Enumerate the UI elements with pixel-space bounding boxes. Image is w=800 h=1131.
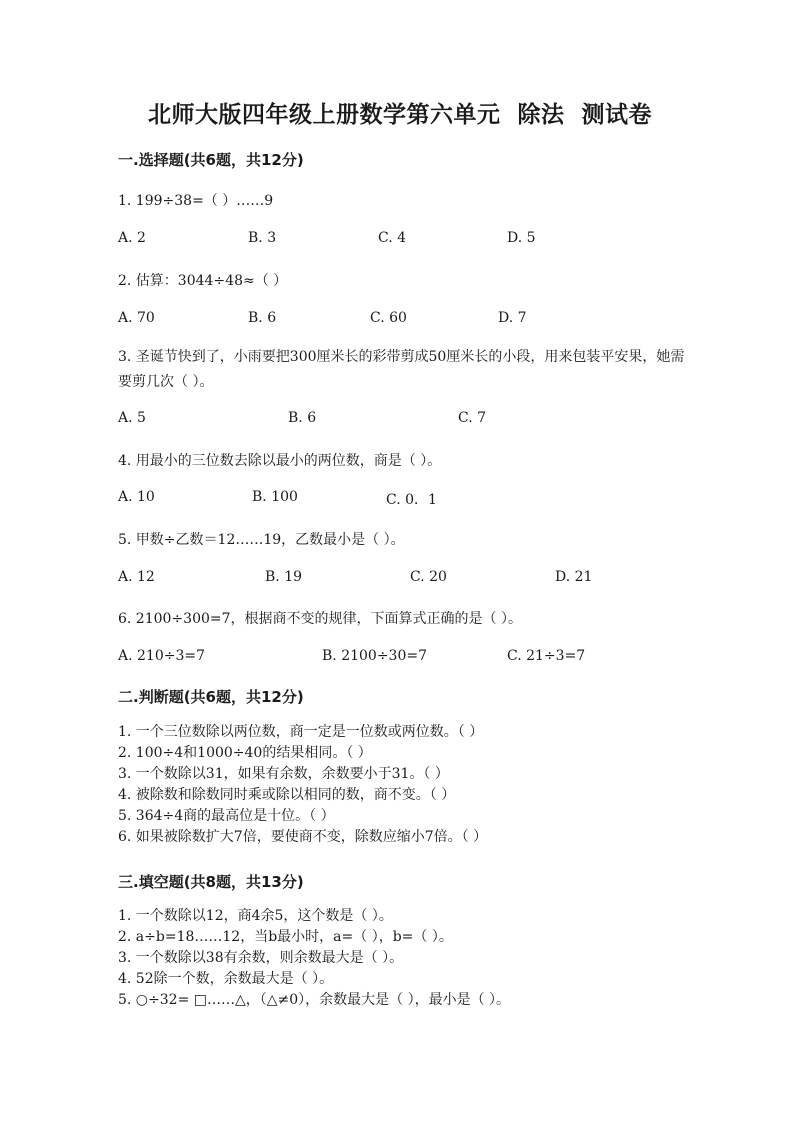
question-4: 4. 用最小的三位数去除以最小的两位数，商是（ ）。 — [118, 453, 442, 469]
list-item: 1. 一个数除以12，商4余5，这个数是（ ）。 — [118, 908, 393, 924]
option-a: A. 5 — [118, 410, 146, 426]
list-item: 6. 如果被除数扩大7倍，要使商不变，除数应缩小7倍。（ ） — [118, 829, 488, 845]
options-q5 — [118, 569, 698, 589]
list-item: 3. 一个数除以38有余数，则余数最大是（ ）。 — [118, 950, 404, 966]
option-a: A. 2 — [118, 230, 146, 246]
fill-blank-list — [118, 906, 510, 1011]
list-item: 5. ○÷32= □……△，（△≠0），余数最大是（ ），最小是（ ）。 — [118, 992, 511, 1008]
question-1: 1. 199÷38=（ ）……9 — [118, 193, 274, 209]
option-c: C. 60 — [370, 310, 407, 326]
option-c: C. 20 — [410, 569, 447, 585]
section-heading-fill-blank: 三.填空题(共8题，共13分) — [118, 873, 304, 891]
option-a: A. 12 — [118, 569, 155, 585]
options-q3 — [118, 410, 698, 430]
list-item: 2. a÷b=18……12，当b最小时，a=（ ），b=（ ）。 — [118, 929, 453, 945]
option-d: D. 5 — [507, 230, 536, 246]
option-c: C. 0．1 — [386, 492, 437, 508]
options-q6 — [118, 648, 698, 668]
worksheet-title: 北师大版四年级上册数学第六单元 除法 测试卷 — [147, 102, 653, 128]
option-a: A. 10 — [118, 489, 155, 505]
option-b: B. 2100÷30=7 — [322, 648, 427, 664]
option-b: B. 3 — [248, 230, 277, 246]
list-item: 3. 一个数除以31，如果有余数，余数要小于31。（ ） — [118, 766, 449, 782]
section-heading-choice: 一.选择题(共6题，共12分) — [118, 151, 304, 169]
judgment-list — [118, 722, 487, 848]
option-a: A. 210÷3=7 — [118, 648, 206, 664]
option-c: C. 21÷3=7 — [507, 648, 586, 664]
option-b: B. 19 — [265, 569, 303, 585]
question-5: 5. 甲数÷乙数＝12……19，乙数最小是（ ）。 — [118, 532, 405, 548]
list-item: 1. 一个三位数除以两位数，商一定是一位数或两位数。（ ） — [118, 724, 484, 740]
option-b: B. 100 — [252, 489, 298, 505]
options-q1 — [118, 230, 698, 250]
option-c: C. 4 — [378, 230, 407, 246]
list-item: 2. 100÷4和1000÷40的结果相同。（ ） — [118, 745, 372, 761]
option-a: A. 70 — [118, 310, 155, 326]
list-item: 5. 364÷4商的最高位是十位。（ ） — [118, 808, 335, 824]
options-q4 — [118, 489, 698, 509]
question-3: 3. 圣诞节快到了，小雨要把300厘米长的彩带剪成50厘米长的小段，用来包装平安果，她需要剪几次（ ）。 — [118, 349, 685, 390]
option-d: D. 7 — [498, 310, 527, 326]
list-item: 4. 52除一个数，余数最大是（ ）。 — [118, 971, 334, 987]
section-heading-judgment: 二.判断题(共6题，共12分) — [118, 688, 304, 706]
option-b: B. 6 — [288, 410, 317, 426]
question-6: 6. 2100÷300=7，根据商不变的规律，下面算式正确的是（ ）。 — [118, 611, 522, 627]
question-2: 2. 估算：3044÷48≈（ ） — [118, 273, 288, 289]
option-d: D. 21 — [555, 569, 593, 585]
option-b: B. 6 — [248, 310, 277, 326]
list-item: 4. 被除数和除数同时乘或除以相同的数，商不变。（ ） — [118, 787, 456, 803]
options-q2 — [118, 310, 698, 330]
option-c: C. 7 — [458, 410, 487, 426]
